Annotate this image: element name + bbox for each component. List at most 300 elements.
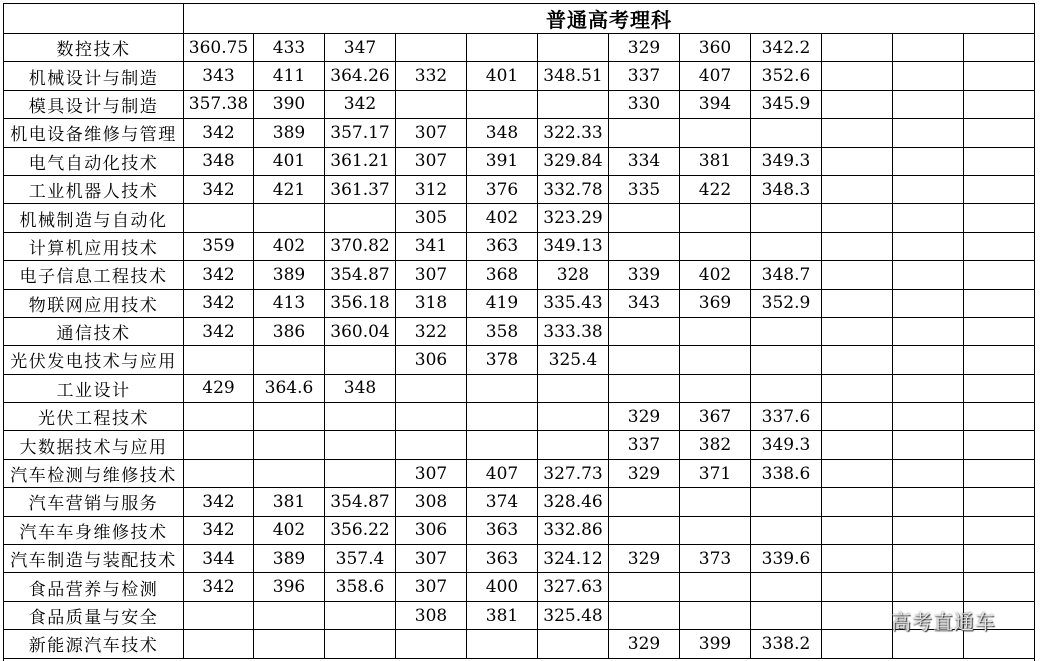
- score-cell: [680, 317, 751, 345]
- score-cell: [964, 374, 1035, 402]
- score-cell: [893, 459, 964, 487]
- score-cell: 421: [254, 175, 325, 203]
- score-cell: 419: [467, 289, 538, 317]
- score-cell: 342: [184, 488, 254, 516]
- score-cell: 344: [184, 545, 254, 573]
- score-cell: [822, 90, 893, 118]
- score-cell: 329: [609, 630, 680, 658]
- score-cell: 354.87: [325, 261, 396, 289]
- score-cell: 342: [325, 90, 396, 118]
- score-cell: [964, 573, 1035, 601]
- score-cell: [822, 630, 893, 658]
- score-cell: 348.51: [538, 62, 609, 90]
- score-cell: [822, 374, 893, 402]
- major-name-cell: 食品营养与检测: [4, 573, 184, 601]
- score-cell: 342.2: [751, 34, 822, 62]
- major-name-cell: 通信技术: [4, 317, 184, 345]
- score-cell: 338.2: [751, 630, 822, 658]
- major-name-cell: 数控技术: [4, 34, 184, 62]
- score-cell: [893, 545, 964, 573]
- score-cell: 332: [396, 62, 467, 90]
- score-cell: [822, 261, 893, 289]
- table-row: [4, 90, 1035, 118]
- score-cell: 349.3: [751, 147, 822, 175]
- table-row: [4, 289, 1035, 317]
- score-cell: 357.4: [325, 545, 396, 573]
- score-cell: [254, 204, 325, 232]
- score-cell: [751, 317, 822, 345]
- score-cell: [609, 119, 680, 147]
- score-cell: [964, 62, 1035, 90]
- major-name-cell: 工业机器人技术: [4, 175, 184, 203]
- table-row: [4, 317, 1035, 345]
- table-row: [4, 431, 1035, 459]
- score-cell: [822, 459, 893, 487]
- major-name-cell: 汽车营销与服务: [4, 488, 184, 516]
- score-cell: [964, 346, 1035, 374]
- major-name-cell: 计算机应用技术: [4, 232, 184, 260]
- score-cell: [538, 431, 609, 459]
- score-cell: 356.18: [325, 289, 396, 317]
- table-row: [4, 488, 1035, 516]
- score-cell: [964, 516, 1035, 544]
- score-cell: 342: [184, 261, 254, 289]
- score-cell: [184, 403, 254, 431]
- score-table: [3, 3, 1035, 661]
- score-cell: [538, 34, 609, 62]
- score-cell: [964, 90, 1035, 118]
- table-row: [4, 459, 1035, 487]
- score-cell: [325, 403, 396, 431]
- score-cell: 327.63: [538, 573, 609, 601]
- table-row: [4, 601, 1035, 629]
- score-cell: [396, 431, 467, 459]
- score-cell: 306: [396, 516, 467, 544]
- score-cell: [680, 346, 751, 374]
- section-title: 普通高考理科: [184, 4, 1035, 34]
- score-cell: [751, 119, 822, 147]
- score-cell: [964, 545, 1035, 573]
- score-cell: [325, 630, 396, 658]
- score-cell: [467, 90, 538, 118]
- score-cell: 370.82: [325, 232, 396, 260]
- major-name-cell: 新能源汽车技术: [4, 630, 184, 658]
- watermark: 高考直通车: [891, 610, 996, 634]
- table-row: [4, 545, 1035, 573]
- score-cell: [609, 204, 680, 232]
- score-cell: [325, 204, 396, 232]
- score-cell: 342: [184, 317, 254, 345]
- score-cell: 391: [467, 147, 538, 175]
- score-cell: [822, 601, 893, 629]
- score-cell: [680, 119, 751, 147]
- score-cell: 352.9: [751, 289, 822, 317]
- score-cell: [467, 403, 538, 431]
- score-cell: [609, 346, 680, 374]
- table-row: [4, 573, 1035, 601]
- score-cell: 357.38: [184, 90, 254, 118]
- score-cell: 341: [396, 232, 467, 260]
- score-cell: [325, 346, 396, 374]
- score-cell: [184, 601, 254, 629]
- score-cell: [893, 317, 964, 345]
- score-cell: 411: [254, 62, 325, 90]
- score-cell: [822, 289, 893, 317]
- score-cell: 354.87: [325, 488, 396, 516]
- major-name-cell: 电气自动化技术: [4, 147, 184, 175]
- score-cell: [184, 204, 254, 232]
- score-cell: [184, 431, 254, 459]
- score-cell: [964, 147, 1035, 175]
- major-name-cell: 机电设备维修与管理: [4, 119, 184, 147]
- score-cell: 400: [467, 573, 538, 601]
- major-name-cell: 汽车车身维修技术: [4, 516, 184, 544]
- score-cell: [538, 403, 609, 431]
- score-cell: 390: [254, 90, 325, 118]
- score-cell: 324.12: [538, 545, 609, 573]
- score-cell: [254, 431, 325, 459]
- score-cell: 328: [538, 261, 609, 289]
- score-cell: [964, 119, 1035, 147]
- score-cell: [822, 34, 893, 62]
- score-cell: 339: [609, 261, 680, 289]
- major-name-cell: 汽车制造与装配技术: [4, 545, 184, 573]
- score-cell: 323.29: [538, 204, 609, 232]
- score-cell: [822, 488, 893, 516]
- score-cell: [467, 34, 538, 62]
- score-cell: [964, 317, 1035, 345]
- score-cell: 330: [609, 90, 680, 118]
- score-table-body: [4, 4, 1035, 661]
- score-cell: [964, 232, 1035, 260]
- score-cell: 307: [396, 261, 467, 289]
- score-cell: 338.6: [751, 459, 822, 487]
- major-name-cell: 物联网应用技术: [4, 289, 184, 317]
- score-cell: [396, 403, 467, 431]
- score-cell: [893, 147, 964, 175]
- score-cell: 399: [680, 630, 751, 658]
- table-row: [4, 516, 1035, 544]
- score-cell: 307: [396, 573, 467, 601]
- score-cell: 322.33: [538, 119, 609, 147]
- score-cell: 348.7: [751, 261, 822, 289]
- score-cell: 306: [396, 346, 467, 374]
- score-cell: 401: [467, 62, 538, 90]
- score-cell: 342: [184, 119, 254, 147]
- score-cell: 307: [396, 459, 467, 487]
- score-cell: [893, 289, 964, 317]
- score-cell: [325, 431, 396, 459]
- score-cell: 329.84: [538, 147, 609, 175]
- score-cell: [751, 573, 822, 601]
- score-cell: [964, 431, 1035, 459]
- score-cell: [609, 601, 680, 629]
- score-cell: [184, 459, 254, 487]
- score-cell: 381: [254, 488, 325, 516]
- score-cell: 402: [680, 261, 751, 289]
- score-cell: [751, 516, 822, 544]
- table-row: [4, 204, 1035, 232]
- score-cell: [467, 374, 538, 402]
- score-cell: [893, 62, 964, 90]
- score-cell: [184, 346, 254, 374]
- score-cell: [822, 403, 893, 431]
- major-name-cell: 机械设计与制造: [4, 62, 184, 90]
- score-cell: 325.48: [538, 601, 609, 629]
- score-cell: 373: [680, 545, 751, 573]
- score-cell: 394: [680, 90, 751, 118]
- major-name-cell: 模具设计与制造: [4, 90, 184, 118]
- score-cell: [609, 232, 680, 260]
- score-cell: [680, 516, 751, 544]
- table-row: [4, 62, 1035, 90]
- score-cell: 349.3: [751, 431, 822, 459]
- score-cell: 371: [680, 459, 751, 487]
- score-cell: 332.86: [538, 516, 609, 544]
- score-cell: 329: [609, 459, 680, 487]
- score-cell: [254, 630, 325, 658]
- table-row: [4, 34, 1035, 62]
- table-row: [4, 346, 1035, 374]
- score-cell: [893, 516, 964, 544]
- score-cell: 357.17: [325, 119, 396, 147]
- score-cell: [325, 601, 396, 629]
- section-header-row: [4, 4, 1035, 34]
- major-name-cell: 光伏工程技术: [4, 403, 184, 431]
- score-cell: 363: [467, 516, 538, 544]
- score-cell: 389: [254, 545, 325, 573]
- score-cell: 349.13: [538, 232, 609, 260]
- score-cell: 361.21: [325, 147, 396, 175]
- score-cell: 360: [680, 34, 751, 62]
- score-cell: [822, 62, 893, 90]
- score-cell: 348: [184, 147, 254, 175]
- score-cell: [609, 317, 680, 345]
- score-cell: [893, 403, 964, 431]
- score-cell: [822, 119, 893, 147]
- score-cell: 363: [467, 545, 538, 573]
- score-cell: [396, 630, 467, 658]
- score-cell: 334: [609, 147, 680, 175]
- score-cell: 335.43: [538, 289, 609, 317]
- score-cell: 402: [467, 204, 538, 232]
- score-cell: [893, 573, 964, 601]
- table-row: [4, 147, 1035, 175]
- score-cell: 343: [184, 62, 254, 90]
- score-cell: [396, 34, 467, 62]
- score-cell: [751, 346, 822, 374]
- score-cell: [325, 459, 396, 487]
- table-row: [4, 119, 1035, 147]
- score-cell: [822, 516, 893, 544]
- score-cell: 348: [467, 119, 538, 147]
- score-cell: 325.4: [538, 346, 609, 374]
- score-cell: 361.37: [325, 175, 396, 203]
- score-cell: 343: [609, 289, 680, 317]
- score-cell: 308: [396, 488, 467, 516]
- score-cell: 318: [396, 289, 467, 317]
- score-cell: 402: [254, 516, 325, 544]
- score-cell: 367: [680, 403, 751, 431]
- score-cell: [822, 232, 893, 260]
- score-cell: 345.9: [751, 90, 822, 118]
- major-name-cell: 机械制造与自动化: [4, 204, 184, 232]
- score-cell: [893, 431, 964, 459]
- score-cell: 342: [184, 175, 254, 203]
- score-cell: 307: [396, 147, 467, 175]
- score-cell: [254, 403, 325, 431]
- score-cell: 381: [467, 601, 538, 629]
- score-cell: [964, 459, 1035, 487]
- score-cell: 413: [254, 289, 325, 317]
- score-cell: 329: [609, 34, 680, 62]
- score-cell: [254, 601, 325, 629]
- score-cell: 359: [184, 232, 254, 260]
- score-cell: [964, 488, 1035, 516]
- score-cell: 407: [467, 459, 538, 487]
- major-name-cell: 食品质量与安全: [4, 601, 184, 629]
- score-cell: 352.6: [751, 62, 822, 90]
- score-cell: [893, 488, 964, 516]
- score-cell: 342: [184, 573, 254, 601]
- score-cell: [609, 573, 680, 601]
- score-cell: [184, 630, 254, 658]
- score-cell: [609, 374, 680, 402]
- score-cell: [467, 630, 538, 658]
- score-cell: [822, 431, 893, 459]
- score-cell: 389: [254, 261, 325, 289]
- score-cell: 337: [609, 62, 680, 90]
- score-cell: 369: [680, 289, 751, 317]
- score-cell: 381: [680, 147, 751, 175]
- score-cell: 342: [184, 516, 254, 544]
- score-cell: [964, 261, 1035, 289]
- score-cell: [680, 204, 751, 232]
- score-cell: 307: [396, 119, 467, 147]
- score-cell: [893, 119, 964, 147]
- score-cell: 364.6: [254, 374, 325, 402]
- header-spacer-cell: [4, 4, 184, 34]
- score-cell: [893, 90, 964, 118]
- score-cell: 389: [254, 119, 325, 147]
- score-cell: [964, 204, 1035, 232]
- score-cell: 322: [396, 317, 467, 345]
- score-cell: [822, 346, 893, 374]
- score-cell: [609, 516, 680, 544]
- score-cell: 312: [396, 175, 467, 203]
- score-cell: 356.22: [325, 516, 396, 544]
- score-cell: [680, 488, 751, 516]
- score-cell: [538, 630, 609, 658]
- table-row: [4, 261, 1035, 289]
- score-cell: 429: [184, 374, 254, 402]
- score-cell: [822, 545, 893, 573]
- score-cell: [964, 403, 1035, 431]
- score-cell: [964, 34, 1035, 62]
- score-cell: 396: [254, 573, 325, 601]
- score-cell: [751, 601, 822, 629]
- score-cell: [680, 573, 751, 601]
- score-cell: 378: [467, 346, 538, 374]
- score-cell: 305: [396, 204, 467, 232]
- score-cell: 386: [254, 317, 325, 345]
- score-cell: 422: [680, 175, 751, 203]
- score-cell: 342: [184, 289, 254, 317]
- score-cell: 307: [396, 545, 467, 573]
- major-name-cell: 光伏发电技术与应用: [4, 346, 184, 374]
- score-cell: [751, 204, 822, 232]
- score-cell: [822, 175, 893, 203]
- score-cell: 337.6: [751, 403, 822, 431]
- score-cell: 339.6: [751, 545, 822, 573]
- score-cell: 433: [254, 34, 325, 62]
- score-cell: 348: [325, 374, 396, 402]
- major-name-cell: 大数据技术与应用: [4, 431, 184, 459]
- score-cell: [680, 232, 751, 260]
- score-cell: [396, 90, 467, 118]
- table-row: [4, 403, 1035, 431]
- score-cell: 329: [609, 545, 680, 573]
- score-cell: [893, 346, 964, 374]
- score-cell: [893, 374, 964, 402]
- score-cell: 407: [680, 62, 751, 90]
- score-cell: 333.38: [538, 317, 609, 345]
- score-cell: 347: [325, 34, 396, 62]
- score-cell: [538, 90, 609, 118]
- score-cell: 364.26: [325, 62, 396, 90]
- score-cell: [680, 374, 751, 402]
- score-cell: 327.73: [538, 459, 609, 487]
- score-cell: [254, 459, 325, 487]
- score-cell: 402: [254, 232, 325, 260]
- table-row: [4, 175, 1035, 203]
- table-row: [4, 232, 1035, 260]
- score-cell: [964, 175, 1035, 203]
- score-cell: [751, 488, 822, 516]
- score-cell: 358: [467, 317, 538, 345]
- score-cell: [680, 601, 751, 629]
- score-cell: 329: [609, 403, 680, 431]
- score-cell: [467, 431, 538, 459]
- score-cell: 363: [467, 232, 538, 260]
- table-row: [4, 374, 1035, 402]
- score-cell: 332.78: [538, 175, 609, 203]
- score-cell: 360.75: [184, 34, 254, 62]
- score-cell: [751, 374, 822, 402]
- score-cell: 401: [254, 147, 325, 175]
- score-cell: 376: [467, 175, 538, 203]
- score-cell: [893, 261, 964, 289]
- score-cell: 382: [680, 431, 751, 459]
- score-cell: [538, 374, 609, 402]
- score-cell: 360.04: [325, 317, 396, 345]
- score-cell: [893, 175, 964, 203]
- score-cell: [893, 204, 964, 232]
- major-name-cell: 汽车检测与维修技术: [4, 459, 184, 487]
- score-cell: 328.46: [538, 488, 609, 516]
- score-cell: [396, 374, 467, 402]
- score-cell: [822, 147, 893, 175]
- score-cell: [964, 289, 1035, 317]
- score-cell: [822, 317, 893, 345]
- major-name-cell: 电子信息工程技术: [4, 261, 184, 289]
- score-cell: 348.3: [751, 175, 822, 203]
- score-cell: [893, 34, 964, 62]
- score-cell: [822, 204, 893, 232]
- major-name-cell: 工业设计: [4, 374, 184, 402]
- score-cell: 358.6: [325, 573, 396, 601]
- score-cell: [893, 232, 964, 260]
